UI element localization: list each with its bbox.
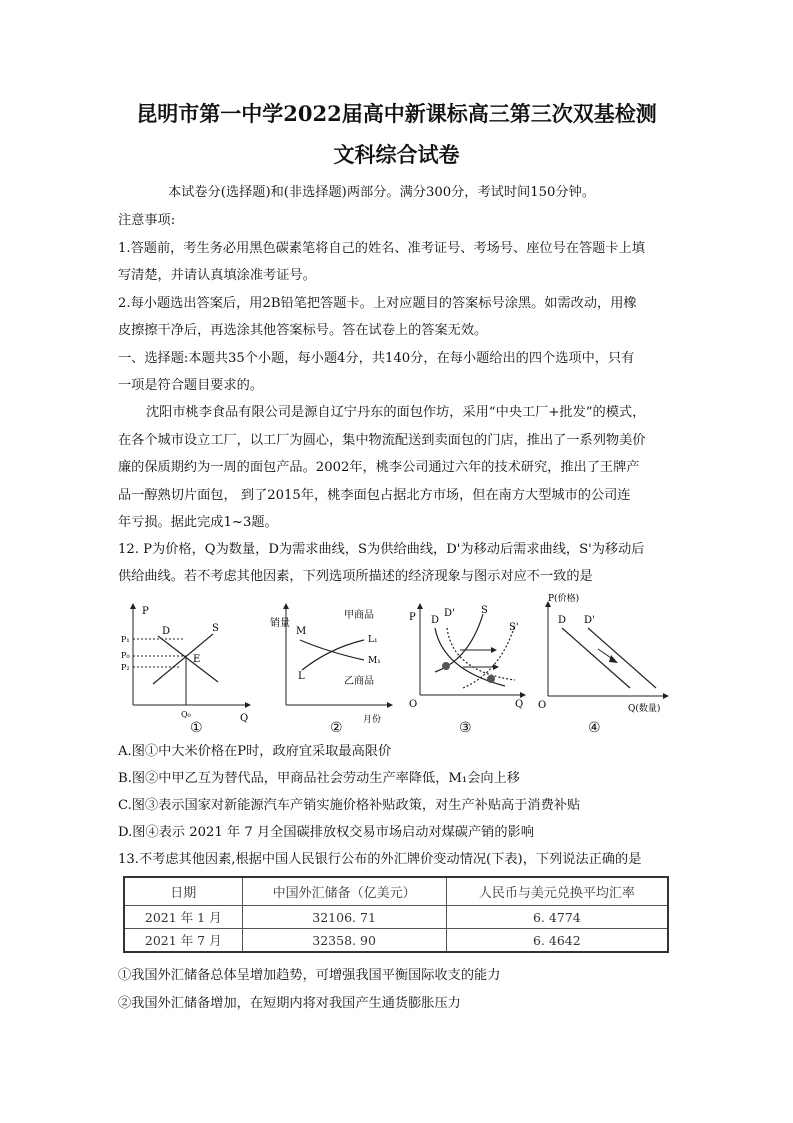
fig4-o-label: O [538, 700, 547, 711]
statement-2: ②我国外汇储备增加，在短期内将对我国产生通货膨胀压力 [118, 996, 461, 1011]
fig3-s2-label: S' [509, 622, 519, 633]
cell-rate: 6. 4642 [446, 929, 668, 953]
fig1-p-axis: P [142, 606, 149, 617]
table-row [124, 929, 668, 953]
fig2-l-label: L [298, 671, 305, 682]
col-date: 日期 [124, 877, 242, 906]
fig1-p1: P₁ [121, 635, 130, 644]
passage-line: 品一醇熟切片面包， 到了2015年，桃李面包占据北方市场，但在南方大型城市的公司连 [118, 488, 631, 503]
passage-line: 年亏损。据此完成1~3题。 [118, 515, 278, 530]
fig3-d-label: D [431, 615, 440, 626]
fig1-s-label: S [212, 623, 219, 634]
fig2-m1-label: M₁ [368, 656, 381, 666]
fig2-y-axis: 销量 [270, 618, 290, 629]
col-rate: 人民币与美元兑换平均汇率 [446, 877, 668, 906]
figure-3-label: ③ [459, 720, 472, 736]
statement-1: ①我国外汇储备总体呈增加趋势，可增强我国平衡国际收支的能力 [118, 968, 501, 983]
fig4-y-axis: P(价格) [548, 594, 580, 604]
table-header-row [124, 877, 668, 906]
option-a: A.图①中大米价格在P时，政府宜采取最高限价 [118, 744, 392, 759]
forex-table [123, 876, 669, 953]
fig1-p0: P₀ [121, 651, 130, 660]
passage-line: 在各个城市设立工厂，以工厂为圆心，集中物流配送到卖面包的门店，推出了一系列物美价 [118, 433, 646, 448]
fig3-p-axis: P [409, 612, 416, 623]
cell-reserves: 32106. 71 [242, 906, 446, 929]
figure-1-label: ① [190, 720, 203, 736]
cell-date: 2021 年 1 月 [124, 906, 242, 929]
col-reserves: 中国外汇储备（亿美元） [242, 877, 446, 906]
fig2-l1-label: L₁ [368, 635, 378, 645]
intro-text: 本试卷分(选择题)和(非选择题)两部分。满分300分，考试时间150分钟。 [168, 185, 595, 200]
section-heading-cont: 一项是符合题目要求的。 [118, 378, 264, 393]
figure-2-label: ② [330, 720, 343, 736]
cell-rate: 6. 4774 [446, 906, 668, 929]
fig3-q-axis: Q [515, 699, 524, 710]
figure-2-sales-trend [268, 600, 398, 725]
option-c: C.图③表示国家对新能源汽车产销实施价格补贴政策，对生产补贴高于消费补贴 [118, 798, 581, 813]
figure-4-label: ④ [588, 720, 601, 736]
figure-3-shifted-curves [405, 600, 535, 719]
fig3-d2-label: D' [444, 608, 455, 619]
passage-line: 沈阳市桃李食品有限公司是源自辽宁丹东的面包作坊，采用“中央工厂+批发”的模式， [146, 405, 646, 420]
question-12-stem: 12. P为价格，Q为数量，D为需求曲线，S为供给曲线，D'为移动后需求曲线，S'为移动后 [118, 542, 645, 557]
option-b: B.图②中甲乙互为替代品，甲商品社会劳动生产率降低，M₁会向上移 [118, 771, 520, 786]
fig4-d-label: D [558, 615, 567, 626]
fig1-q0: Q₀ [181, 710, 191, 719]
figure-1-supply-demand [118, 600, 258, 724]
passage-line: 廉的保质期约为一周的面包产品。2002年，桃李公司通过六年的技术研究，推出了王牌产 [118, 460, 640, 475]
fig1-e-label: E [193, 654, 201, 665]
cell-date: 2021 年 7 月 [124, 929, 242, 953]
fig4-x-axis: Q(数量) [628, 704, 661, 714]
fig2-m-label: M [296, 626, 307, 637]
fig2-x-axis: 月份 [363, 715, 382, 725]
exam-title: 昆明市第一中学2022届高中新课标高三第三次双基检测 [136, 101, 657, 126]
option-d: D.图④表示 2021 年 7 月全国碳排放权交易市场启动对煤碳产销的影响 [118, 825, 534, 840]
note-2: 2.每小题选出答案后，用2B铅笔把答题卡。上对应题目的答案标号涂黑。如需改动，用橡 [118, 296, 637, 311]
question-12-stem-cont: 供给曲线。若不考虑其他因素，下列选项所描述的经济现象与图示对应不一致的是 [118, 569, 593, 584]
fig1-p2: P₂ [121, 663, 130, 672]
note-2-cont: 皮擦擦干净后，再选涂其他答案标号。答在试卷上的答案无效。 [118, 323, 488, 338]
fig3-o-label: O [409, 699, 418, 710]
cell-reserves: 32358. 90 [242, 929, 446, 953]
fig2-a-label: 甲商品 [344, 610, 374, 621]
table-row [124, 906, 668, 929]
note-1: 1.答题前，考生务必用黑色碳素笔将自己的姓名、准考证号、考场号、座位号在答题卡上填 [118, 241, 645, 256]
note-1-cont: 写清楚，并请认真填涂准考证号。 [118, 268, 316, 283]
fig4-d2-label: D' [584, 615, 595, 626]
section-heading: 一、选择题:本题共35个小题，每小题4分，共140分，在每小题给出的四个选项中，只有 [118, 351, 635, 366]
exam-subtitle: 文科综合试卷 [333, 142, 460, 167]
question-13-stem: 13.不考虑其他因素,根据中国人民银行公布的外汇牌价变动情况(下表)，下列说法正确的是 [118, 852, 642, 867]
notes-heading: 注意事项: [118, 213, 176, 228]
fig1-d-label: D [162, 626, 171, 637]
fig3-s-label: S [481, 605, 488, 616]
fig1-q-axis: Q [240, 713, 249, 724]
fig2-b-label: 乙商品 [344, 676, 374, 687]
figure-4-demand-shift [536, 592, 676, 716]
